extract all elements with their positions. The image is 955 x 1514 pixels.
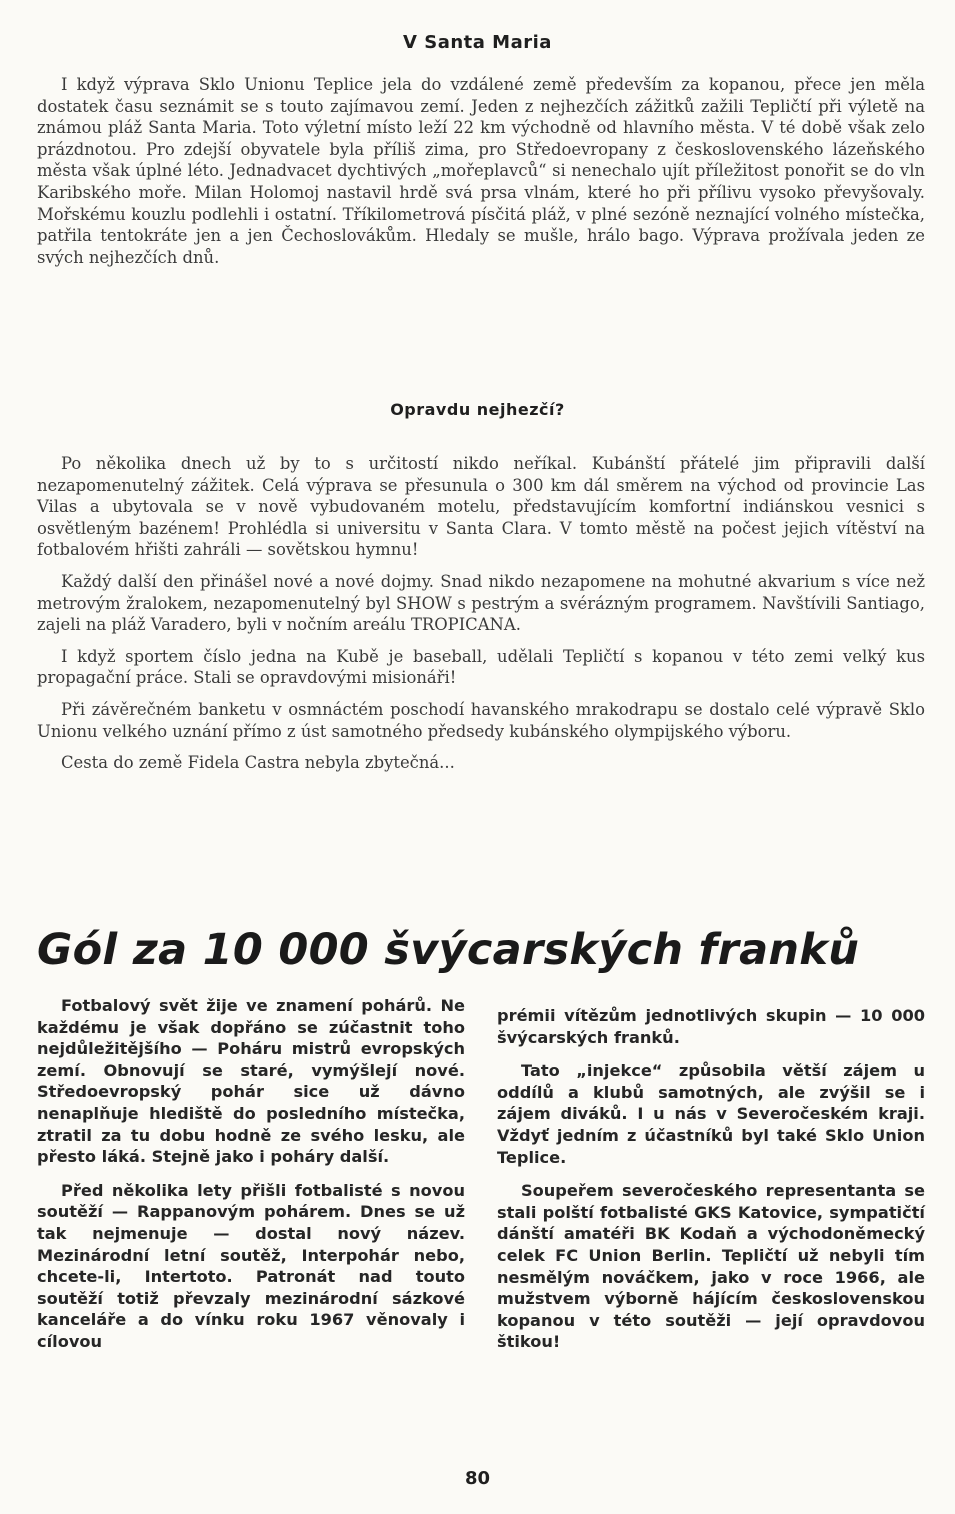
paragraph: Při závěrečném banketu v osmnáctém poschodí havanského mrakodrapu se dostalo celé výpravě Sklo Unionu velkého uznání přímo z úst samotného předsedy kubánského olympijského výboru. [37, 699, 925, 741]
paragraph: I když sportem číslo jedna na Kubě je baseball, udělali Tepličtí s kopanou v této zemi velký kus propagační práce. Stali se opravdovými misionáři! [37, 646, 925, 688]
paragraph: Fotbalový svět žije ve znamení pohárů. Ne každému je však dopřáno se zúčastnit toho nejdůležitějšího — Poháru mistrů evropských zemí. Obnovují se staré, vymýšlejí nové. Středoevropský pohár sice už dávno nenaplňuje hlediště do posledního místečka, ztratil za tu dobu hodně ze svého lesku, ale přesto láká. Stejně jako i poháry další. [37, 996, 465, 1167]
paragraph: Cesta do země Fidela Castra nebyla zbytečná... [61, 753, 455, 773]
article-column-left [37, 995, 465, 1365]
paragraph: Před několika lety přišli fotbalisté s novou soutěží — Rappanovým pohárem. Dnes se už tak nejmenuje — dostal nový název. Mezinárodní letní soutěž, Interpohár nebo, chcete-li, Intertoto. Patronát nad touto soutěží totiž převzaly mezinárodní sázkové kanceláře a do vínku roku 1967 věnovaly i cílovou [37, 1180, 465, 1351]
paragraph: Každý další den přinášel nové a nové dojmy. Snad nikdo nezapomene na mohutné akvarium s více než metrovým žralokem, nezapomenutelný byl SHOW s pestrým a svérázným programem. Navštívili Santiago, zajeli na pláž Varadero, byli v nočním areálu TROPICANA. [37, 571, 925, 635]
section-heading-santa-maria: V Santa Maria [403, 32, 552, 53]
article-column-right [497, 1005, 925, 1365]
section-opravdu-text [37, 453, 925, 774]
section-heading-opravdu-nejhezci: Opravdu nejhezčí? [390, 400, 565, 419]
paragraph: I když výprava Sklo Unionu Teplice jela do vzdálené země především za kopanou, přece jen měla dostatek času seznámit se s touto zajímavou zemí. Jeden z nejhezčích zážitků zažili Tepličtí při výletě na známou pláž Santa Maria. Toto výletní místo leží 22 km východně od hlavního města. V té době však zelo prázdnotou. Pro zdejší obyvatele byla příliš zima, pro Středoevropany z československého lázeňského města však úplné léto. Jednadvacet dychtivých „mořeplavců“ si nenechalo ujít příležitost ponořit se do vln Karibského moře. Milan Holomoj nastavil hrdě svá prsa vlnám, které ho při přílivu vysoko převyšovaly. Mořskému kouzlu podlehli i ostatní. Tříkilometrová písčitá pláž, v plné sezóně neznající volného místečka, patřila tentokráte jen a jen Čechoslovákům. Hledaly se mušle, hrálo bago. Výprava prožívala jeden ze svých nejhezčích dnů. [37, 75, 925, 267]
paragraph: Po několika dnech už by to s určitostí nikdo neříkal. Kubánští přátelé jim připravili další nezapomenutelný zážitek. Celá výprava se přesunula o 300 km dál směrem na východ od provincie Las Vilas a ubytovala se v nově vybudovaném motelu, představujícím komfortní indiánskou vesnici s osvětleným bazénem! Prohlédla si universitu v Santa Clara. V tomto městě na počest jejich vítěství na fotbalovém hřišti zahráli — sovětskou hymnu! [37, 454, 925, 560]
article-title: Gól za 10 000 švýcarských franků [37, 925, 860, 975]
paragraph: Soupeřem severočeského representanta se stali polští fotbalisté GKS Katovice, sympatičtí dánští amatéři BK Kodaň a východoněmecký celek FC Union Berlin. Tepličtí už nebyli tím nesmělým nováčkem, jako v roce 1966, ale mužstvem výborně hájícím československou kopanou v této soutěži — její opravdovou štikou! [497, 1181, 925, 1352]
section-santa-maria-text [37, 74, 925, 268]
page-number: 80 [464, 1468, 491, 1489]
paragraph: Tato „injekce“ způsobila větší zájem u oddílů a klubů samotných, ale zvýšil se i zájem diváků. I u nás v Severočeském kraji. Vždyť jedním z účastníků byl také Sklo Union Teplice. [497, 1061, 925, 1167]
paragraph-continuation: prémii vítězům jednotlivých skupin — 10 000 švýcarských franků. [497, 1006, 925, 1047]
